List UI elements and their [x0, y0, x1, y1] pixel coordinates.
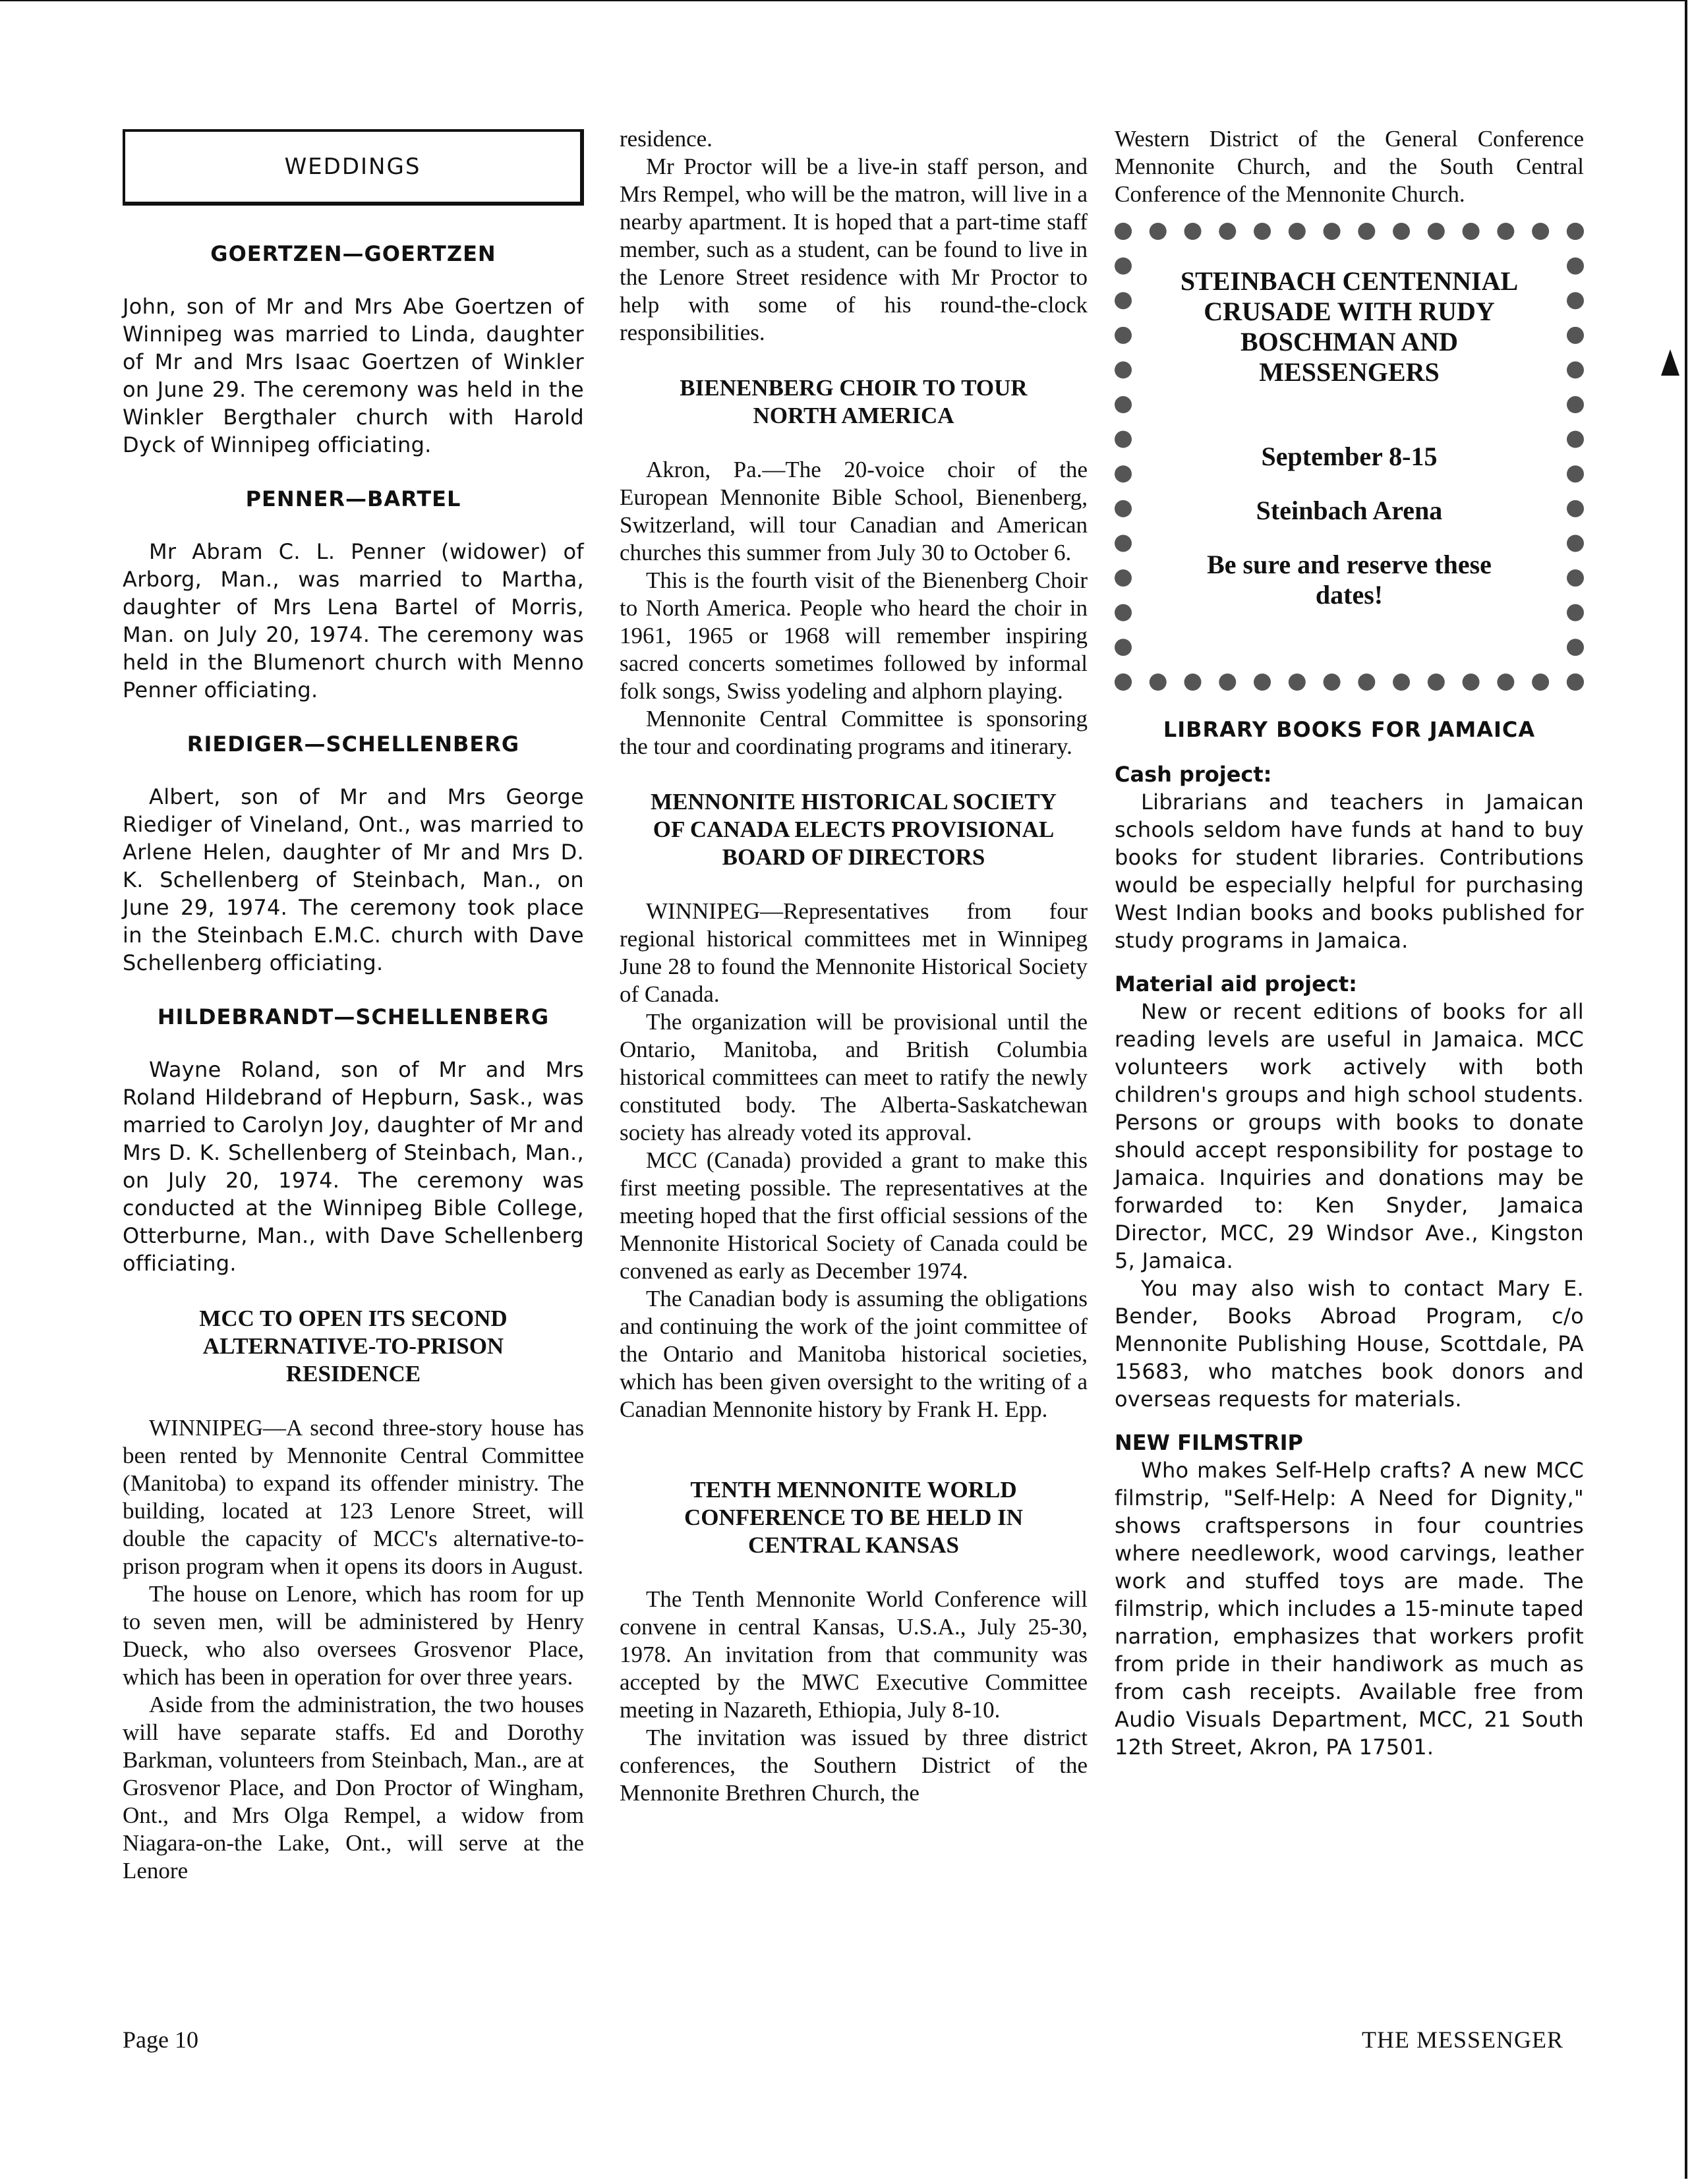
world-conference-continuation: Western District of the General Conference Mennonite Church, and the South Central Conference of the Mennonite Church. — [1115, 126, 1584, 207]
column-2 — [620, 125, 1088, 1807]
ad-note: Be sure and reserve these dates! — [1207, 550, 1492, 610]
material-aid-text: New or recent editions of books for all reading levels are useful in Jamaica. MCC volunteers work actively with both children's groups and high school students. Persons or groups with books to donate should accept responsibility for postage to Jamaica. Inquiries and donations may be forwarded to: Ken Snyder, Jamaica Director, MCC, 29 Windsor Ave., Kingston 5, Jamaica. — [1115, 999, 1584, 1273]
mcc-prison-para-3: Aside from the administration, the two houses will have separate staffs. Ed and Dorothy Barkman, volunteers from Steinbach, Man., are at Grosvenor Place, and Don Proctor of Wingham, Ont., and Mrs Olga Rempel, a widow from Niagara-on-the Lake, Ont., will serve at the Lenore — [123, 1692, 584, 1883]
cash-project-text: Librarians and teachers in Jamaican schools seldom have funds at hand to buy books for student libraries. Contributions would be especially helpful for purchasing West Indian books and books published for study programs in Jamaica. — [1115, 790, 1584, 953]
page-number: Page 10 — [123, 2026, 198, 2053]
bienenberg-para-3: Mennonite Central Committee is sponsoring the tour and coordinating programs and itinerary. — [620, 706, 1088, 759]
wedding-text-2: Mr Abram C. L. Penner (widower) of Arborg, Man., was married to Martha, daughter of Mrs Lena Bartel of Morris, Man. on July 20, 1974. The ceremony was held in the Blumenort church with Menno Penner officiating. — [123, 539, 584, 703]
historical-heading: MENNONITE HISTORICAL SOCIETY OF CANADA ELECTS PROVISIONAL BOARD OF DIRECTORS — [651, 789, 1057, 870]
contact-text: You may also wish to contact Mary E. Bender, Books Abroad Program, c/o Mennonite Publishing House, Scottdale, PA 15683, who matches book donors and overseas requests for materials. — [1115, 1276, 1584, 1412]
wedding-text-4: Wayne Roland, son of Mr and Mrs Roland Hildebrand of Hepburn, Sask., was married to Carolyn Joy, daughter of Mr and Mrs D. K. Schellenberg of Steinbach, Man., on July 20, 1974. The ceremony was conducted at the Winnipeg Bible College, Otterburne, Man., with Dave Schellenberg officiating. — [123, 1057, 584, 1276]
bienenberg-heading: BIENENBERG CHOIR TO TOUR NORTH AMERICA — [680, 375, 1028, 428]
wedding-heading-1: GOERTZEN—GOERTZEN — [210, 241, 496, 266]
filmstrip-heading: NEW FILMSTRIP — [1115, 1430, 1303, 1455]
historical-para-3: MCC (Canada) provided a grant to make this first meeting possible. The representatives at the meeting hoped that the first official sessions of the Mennonite Historical Society of Canada could be convened as early as December 1974. — [620, 1147, 1088, 1284]
column-3 — [1115, 125, 1584, 1761]
wedding-text-3: Albert, son of Mr and Mrs George Riediger of Vineland, Ont., was married to Arlene Helen, daughter of Mr and Mrs D. K. Schellenberg of Steinbach, Man., on June 29, 1974. The ceremony took place in the Steinbach E.M.C. church with Dave Schellenberg officiating. — [123, 784, 584, 975]
mcc-prison-para-1: WINNIPEG—A second three-story house has been rented by Mennonite Central Committee (Manitoba) to expand its offender ministry. The building, located at 123 Lenore Street, will double the capacity of MCC's alternative-to-prison program when it opens its doors in August. — [123, 1415, 584, 1579]
wedding-heading-4: HILDEBRANDT—SCHELLENBERG — [157, 1004, 550, 1029]
mcc-prison-continuation-2: Mr Proctor will be a live-in staff person, and Mrs Rempel, who will be the matron, will live in a nearby apartment. It is hoped that a part-time staff member, such as a student, can be found to live in the Lenore Street residence with Mr Proctor to help with some of his round-the-clock responsibilities. — [620, 154, 1088, 345]
ad-title: STEINBACH CENTENNIAL CRUSADE WITH RUDY BOSCHMAN AND MESSENGERS — [1180, 266, 1519, 387]
publication-name: THE MESSENGER — [1362, 2026, 1564, 2053]
ad-dates: September 8-15 — [1261, 442, 1438, 471]
wedding-heading-2: PENNER—BARTEL — [245, 486, 461, 511]
world-conference-heading: TENTH MENNONITE WORLD CONFERENCE TO BE HELD IN CENTRAL KANSAS — [684, 1477, 1024, 1558]
bienenberg-para-1: Akron, Pa.—The 20-voice choir of the European Mennonite Bible School, Bienenberg, Switzerland, will tour Canadian and American churches this summer from July 30 to October 6. — [620, 457, 1088, 565]
bienenberg-para-2: This is the fourth visit of the Bienenberg Choir to North America. People who heard the choir in 1961, 1965 or 1968 will remember inspiring sacred concerts sometimes followed by informal folk songs, Swiss yodeling and alphorn playing. — [620, 567, 1088, 704]
world-conference-para-2: The invitation was issued by three district conferences, the Southern District of the Mennonite Brethren Church, the — [620, 1725, 1088, 1806]
cash-project-label: Cash project: — [1115, 762, 1272, 787]
weddings-section-header — [123, 129, 584, 206]
historical-para-4: The Canadian body is assuming the obligations and continuing the work of the joint committee of the Ontario and Manitoba historical societies, which has been given oversight to the writing of a Canadian Mennonite history by Frank H. Epp. — [620, 1286, 1088, 1422]
world-conference-para-1: The Tenth Mennonite World Conference will convene in central Kansas, U.S.A., July 25-30, 1978. An invitation from that community was accepted by the MWC Executive Committee meeting in Nazareth, Ethiopia, July 8-10. — [620, 1586, 1088, 1723]
binding-mark — [1661, 349, 1679, 376]
historical-para-2: The organization will be provisional until the Ontario, Manitoba, and British Columbia historical committees can meet to ratify the newly constituted body. The Alberta-Saskatchewan society has already voted its approval. — [620, 1009, 1088, 1145]
wedding-text-1: John, son of Mr and Mrs Abe Goertzen of Winnipeg was married to Linda, daughter of Mr and Mrs Isaac Goertzen of Winkler on June 29. The ceremony was held in the Winkler Bergthaler church with Harold Dyck of Winnipeg officiating. — [123, 294, 584, 457]
filmstrip-text: Who makes Self-Help crafts? A new MCC filmstrip, "Self-Help: A Need for Dignity," shows craftspersons in four countries where needlework, wood carvings, leather work and stuffed toys are made. The filmstrip, which includes a 15-minute taped narration, emphasizes that workers profit from pride in their handiwork as much as from cash receipts. Available free from Audio Visuals Department, MCC, 21 South 12th Street, Akron, PA 17501. — [1115, 1458, 1584, 1760]
mcc-prison-heading: MCC TO OPEN ITS SECOND ALTERNATIVE-TO-PRISON RESIDENCE — [199, 1306, 508, 1387]
historical-para-1: WINNIPEG—Representatives from four regional historical committees met in Winnipeg June 28 to found the Mennonite Historical Society of Canada. — [620, 898, 1088, 1007]
material-aid-label: Material aid project: — [1115, 971, 1357, 996]
wedding-heading-3: RIEDIGER—SCHELLENBERG — [187, 732, 520, 757]
ad-venue: Steinbach Arena — [1256, 496, 1443, 525]
library-heading: LIBRARY BOOKS FOR JAMAICA — [1163, 717, 1536, 742]
weddings-title: WEDDINGS — [284, 154, 421, 180]
column-1 — [123, 129, 584, 1885]
crusade-advertisement — [1115, 223, 1584, 691]
mcc-prison-continuation-1: residence. — [620, 126, 713, 152]
mcc-prison-para-2: The house on Lenore, which has room for up to seven men, will be administered by Henry Dueck, who also oversees Grosvenor Place, which has been in operation for over three years. — [123, 1581, 584, 1690]
